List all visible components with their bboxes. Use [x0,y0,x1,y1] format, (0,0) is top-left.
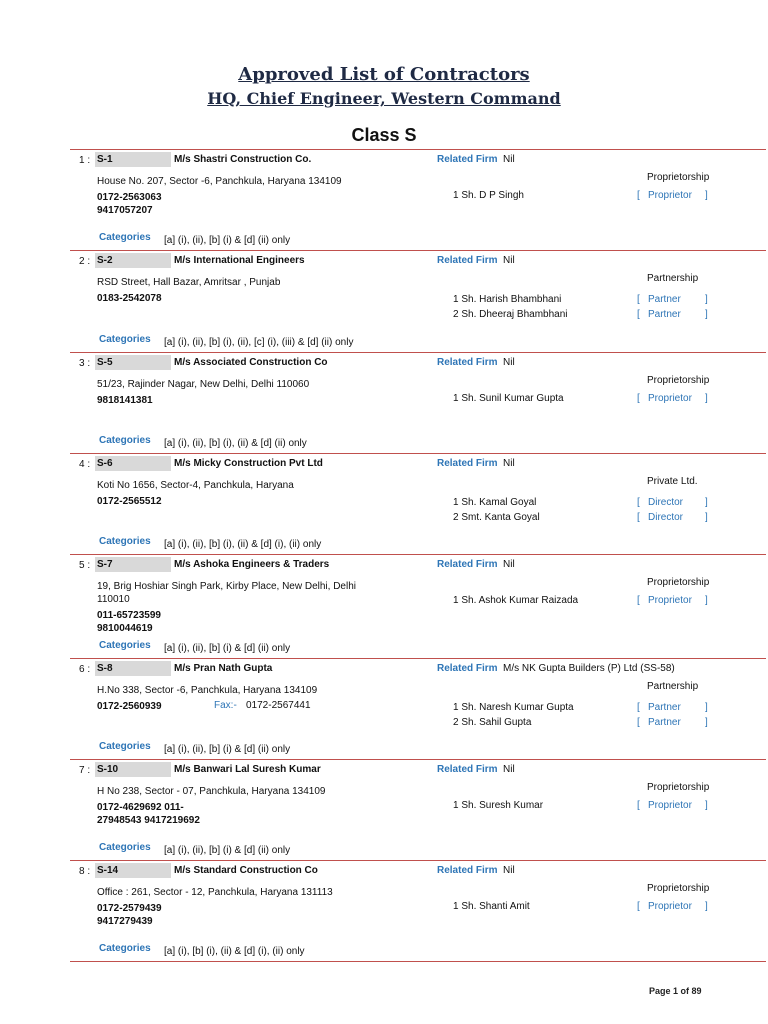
phone-number: 9417279439 [97,916,153,927]
person-name: 2 Smt. Kanta Goyal [453,512,540,523]
person-role: Proprietor [648,595,692,606]
firm-code: S-14 [95,863,171,878]
phone-number: 27948543 9417219692 [97,815,200,826]
person-name: 1 Sh. Naresh Kumar Gupta [453,702,574,713]
person-name: 1 Sh. Shanti Amit [453,901,530,912]
contractor-entry [0,352,768,453]
categories-label: Categories [99,842,151,853]
related-firm-label: Related Firm [437,458,498,469]
categories-label: Categories [99,334,151,345]
firm-type: Proprietorship [647,172,710,183]
person-role: Proprietor [648,901,692,912]
role-bracket-close: ] [705,190,708,201]
document-subtitle: HQ, Chief Engineer, Western Command [207,89,561,108]
person-name: 1 Sh. Ashok Kumar Raizada [453,595,579,606]
related-firm-value: Nil [503,255,515,266]
firm-name: M/s Banwari Lal Suresh Kumar [174,764,321,775]
categories-value: [a] (i), (ii), [b] (i) & [d] (ii) only [164,744,291,755]
role-bracket-open: [ [637,393,640,404]
row-divider [70,961,766,962]
person-role: Proprietor [648,393,692,404]
entry-number: 6 : [79,664,91,675]
related-firm-label: Related Firm [437,255,498,266]
role-bracket-open: [ [637,309,640,320]
role-bracket-open: [ [637,702,640,713]
related-firm-value: Nil [503,154,515,165]
role-bracket-open: [ [637,497,640,508]
related-firm-value: Nil [503,357,515,368]
phone-number: 0172-2565512 [97,496,162,507]
page-number: Page 1 of 89 [649,986,702,996]
firm-address: RSD Street, Hall Bazar, Amritsar , Punjab [97,277,281,288]
firm-type: Private Ltd. [647,476,698,487]
phone-number: 011-65723599 [97,610,161,621]
role-bracket-open: [ [637,512,640,523]
firm-name: M/s Pran Nath Gupta [174,663,273,674]
contractor-entry [0,860,768,961]
firm-address: Koti No 1656, Sector-4, Panchkula, Haryana [97,480,294,491]
role-bracket-close: ] [705,512,708,523]
firm-type: Proprietorship [647,375,710,386]
related-firm-value: Nil [503,764,515,775]
fax-number: 0172-2567441 [246,700,311,711]
categories-value: [a] (i), (ii), [b] (i), (ii), [c] (i), (iii) & [d] (ii) only [164,337,354,348]
fax-label: Fax:- [214,700,237,711]
firm-name: M/s Ashoka Engineers & Traders [174,559,330,570]
phone-number: 0183-2542078 [97,293,162,304]
role-bracket-open: [ [637,800,640,811]
person-role: Director [648,497,684,508]
entry-number: 8 : [79,866,91,877]
categories-value: [a] (i), (ii), [b] (i) & [d] (ii) only [164,643,291,654]
role-bracket-close: ] [705,717,708,728]
firm-code: S-5 [95,355,171,370]
related-firm-label: Related Firm [437,357,498,368]
person-name: 1 Sh. Harish Bhambhani [453,294,562,305]
phone-number: 9810044619 [97,623,153,634]
firm-name: M/s Associated Construction Co [174,357,328,368]
related-firm-label: Related Firm [437,154,498,165]
categories-label: Categories [99,536,151,547]
phone-number: 0172-2563063 [97,192,162,203]
entry-number: 3 : [79,358,91,369]
contractor-entry [0,759,768,860]
firm-type: Proprietorship [647,883,710,894]
firm-code: S-10 [95,762,171,777]
person-role: Partner [648,702,681,713]
person-role: Partner [648,717,681,728]
role-bracket-close: ] [705,595,708,606]
person-role: Director [648,512,684,523]
entry-number: 7 : [79,765,91,776]
entry-number: 5 : [79,560,91,571]
role-bracket-open: [ [637,294,640,305]
contractor-entry [0,250,768,352]
phone-number: 9818141381 [97,395,153,406]
related-firm-value: M/s NK Gupta Builders (P) Ltd (SS-58) [503,663,675,674]
person-name: 1 Sh. D P Singh [453,190,524,201]
related-firm-label: Related Firm [437,764,498,775]
person-role: Proprietor [648,190,692,201]
contractor-entry [0,554,768,658]
firm-address: House No. 207, Sector -6, Panchkula, Haryana 134109 [97,176,342,187]
firm-code: S-8 [95,661,171,676]
role-bracket-open: [ [637,190,640,201]
categories-value: [a] (i), (ii), [b] (i), (ii) & [d] (ii) only [164,438,307,449]
phone-number: 9417057207 [97,205,153,216]
person-name: 1 Sh. Suresh Kumar [453,800,544,811]
related-firm-label: Related Firm [437,559,498,570]
categories-label: Categories [99,640,151,651]
role-bracket-close: ] [705,901,708,912]
role-bracket-close: ] [705,393,708,404]
firm-name: M/s Micky Construction Pvt Ltd [174,458,323,469]
firm-address: 51/23, Rajinder Nagar, New Delhi, Delhi 110060 [97,379,310,390]
categories-label: Categories [99,435,151,446]
firm-code: S-6 [95,456,171,471]
firm-address: 19, Brig Hoshiar Singh Park, Kirby Place, New Delhi, Delhi 110010 [97,581,356,605]
person-name: 2 Sh. Sahil Gupta [453,717,532,728]
firm-address: H.No 338, Sector -6, Panchkula, Haryana 134109 [97,685,318,696]
phone-number: 0172-2579439 [97,903,162,914]
person-name: 1 Sh. Kamal Goyal [453,497,537,508]
document-title: Approved List of Contractors [238,64,530,85]
person-role: Partner [648,294,681,305]
role-bracket-close: ] [705,497,708,508]
role-bracket-open: [ [637,717,640,728]
firm-address: H No 238, Sector - 07, Panchkula, Haryana 134109 [97,786,326,797]
firm-code: S-2 [95,253,171,268]
categories-value: [a] (i), (ii), [b] (i), (ii) & [d] (i), (ii) only [164,539,322,550]
role-bracket-close: ] [705,800,708,811]
person-name: 2 Sh. Dheeraj Bhambhani [453,309,568,320]
class-heading: Class S [351,125,417,145]
entry-number: 2 : [79,256,91,267]
firm-type: Partnership [647,681,699,692]
role-bracket-close: ] [705,294,708,305]
contractor-entry [0,149,768,250]
contractor-entry [0,453,768,554]
entry-number: 1 : [79,155,91,166]
firm-name: M/s International Engineers [174,255,305,266]
entry-number: 4 : [79,459,91,470]
related-firm-label: Related Firm [437,865,498,876]
categories-value: [a] (i), (ii), [b] (i) & [d] (ii) only [164,235,291,246]
firm-type: Partnership [647,273,699,284]
related-firm-label: Related Firm [437,663,498,674]
firm-type: Proprietorship [647,577,710,588]
categories-label: Categories [99,741,151,752]
role-bracket-close: ] [705,309,708,320]
person-name: 1 Sh. Sunil Kumar Gupta [453,393,564,404]
firm-code: S-7 [95,557,171,572]
firm-address: Office : 261, Sector - 12, Panchkula, Haryana 131113 [97,887,333,898]
firm-type: Proprietorship [647,782,710,793]
related-firm-value: Nil [503,559,515,570]
phone-number: 0172-4629692 011- [97,802,184,813]
categories-label: Categories [99,943,151,954]
firm-name: M/s Standard Construction Co [174,865,318,876]
categories-value: [a] (i), [b] (i), (ii) & [d] (i), (ii) only [164,946,305,957]
phone-number: 0172-2560939 [97,701,162,712]
categories-value: [a] (i), (ii), [b] (i) & [d] (ii) only [164,845,291,856]
role-bracket-close: ] [705,702,708,713]
related-firm-value: Nil [503,865,515,876]
categories-label: Categories [99,232,151,243]
person-role: Partner [648,309,681,320]
role-bracket-open: [ [637,901,640,912]
firm-code: S-1 [95,152,171,167]
role-bracket-open: [ [637,595,640,606]
person-role: Proprietor [648,800,692,811]
firm-name: M/s Shastri Construction Co. [174,154,312,165]
contractor-entry [0,658,768,759]
related-firm-value: Nil [503,458,515,469]
